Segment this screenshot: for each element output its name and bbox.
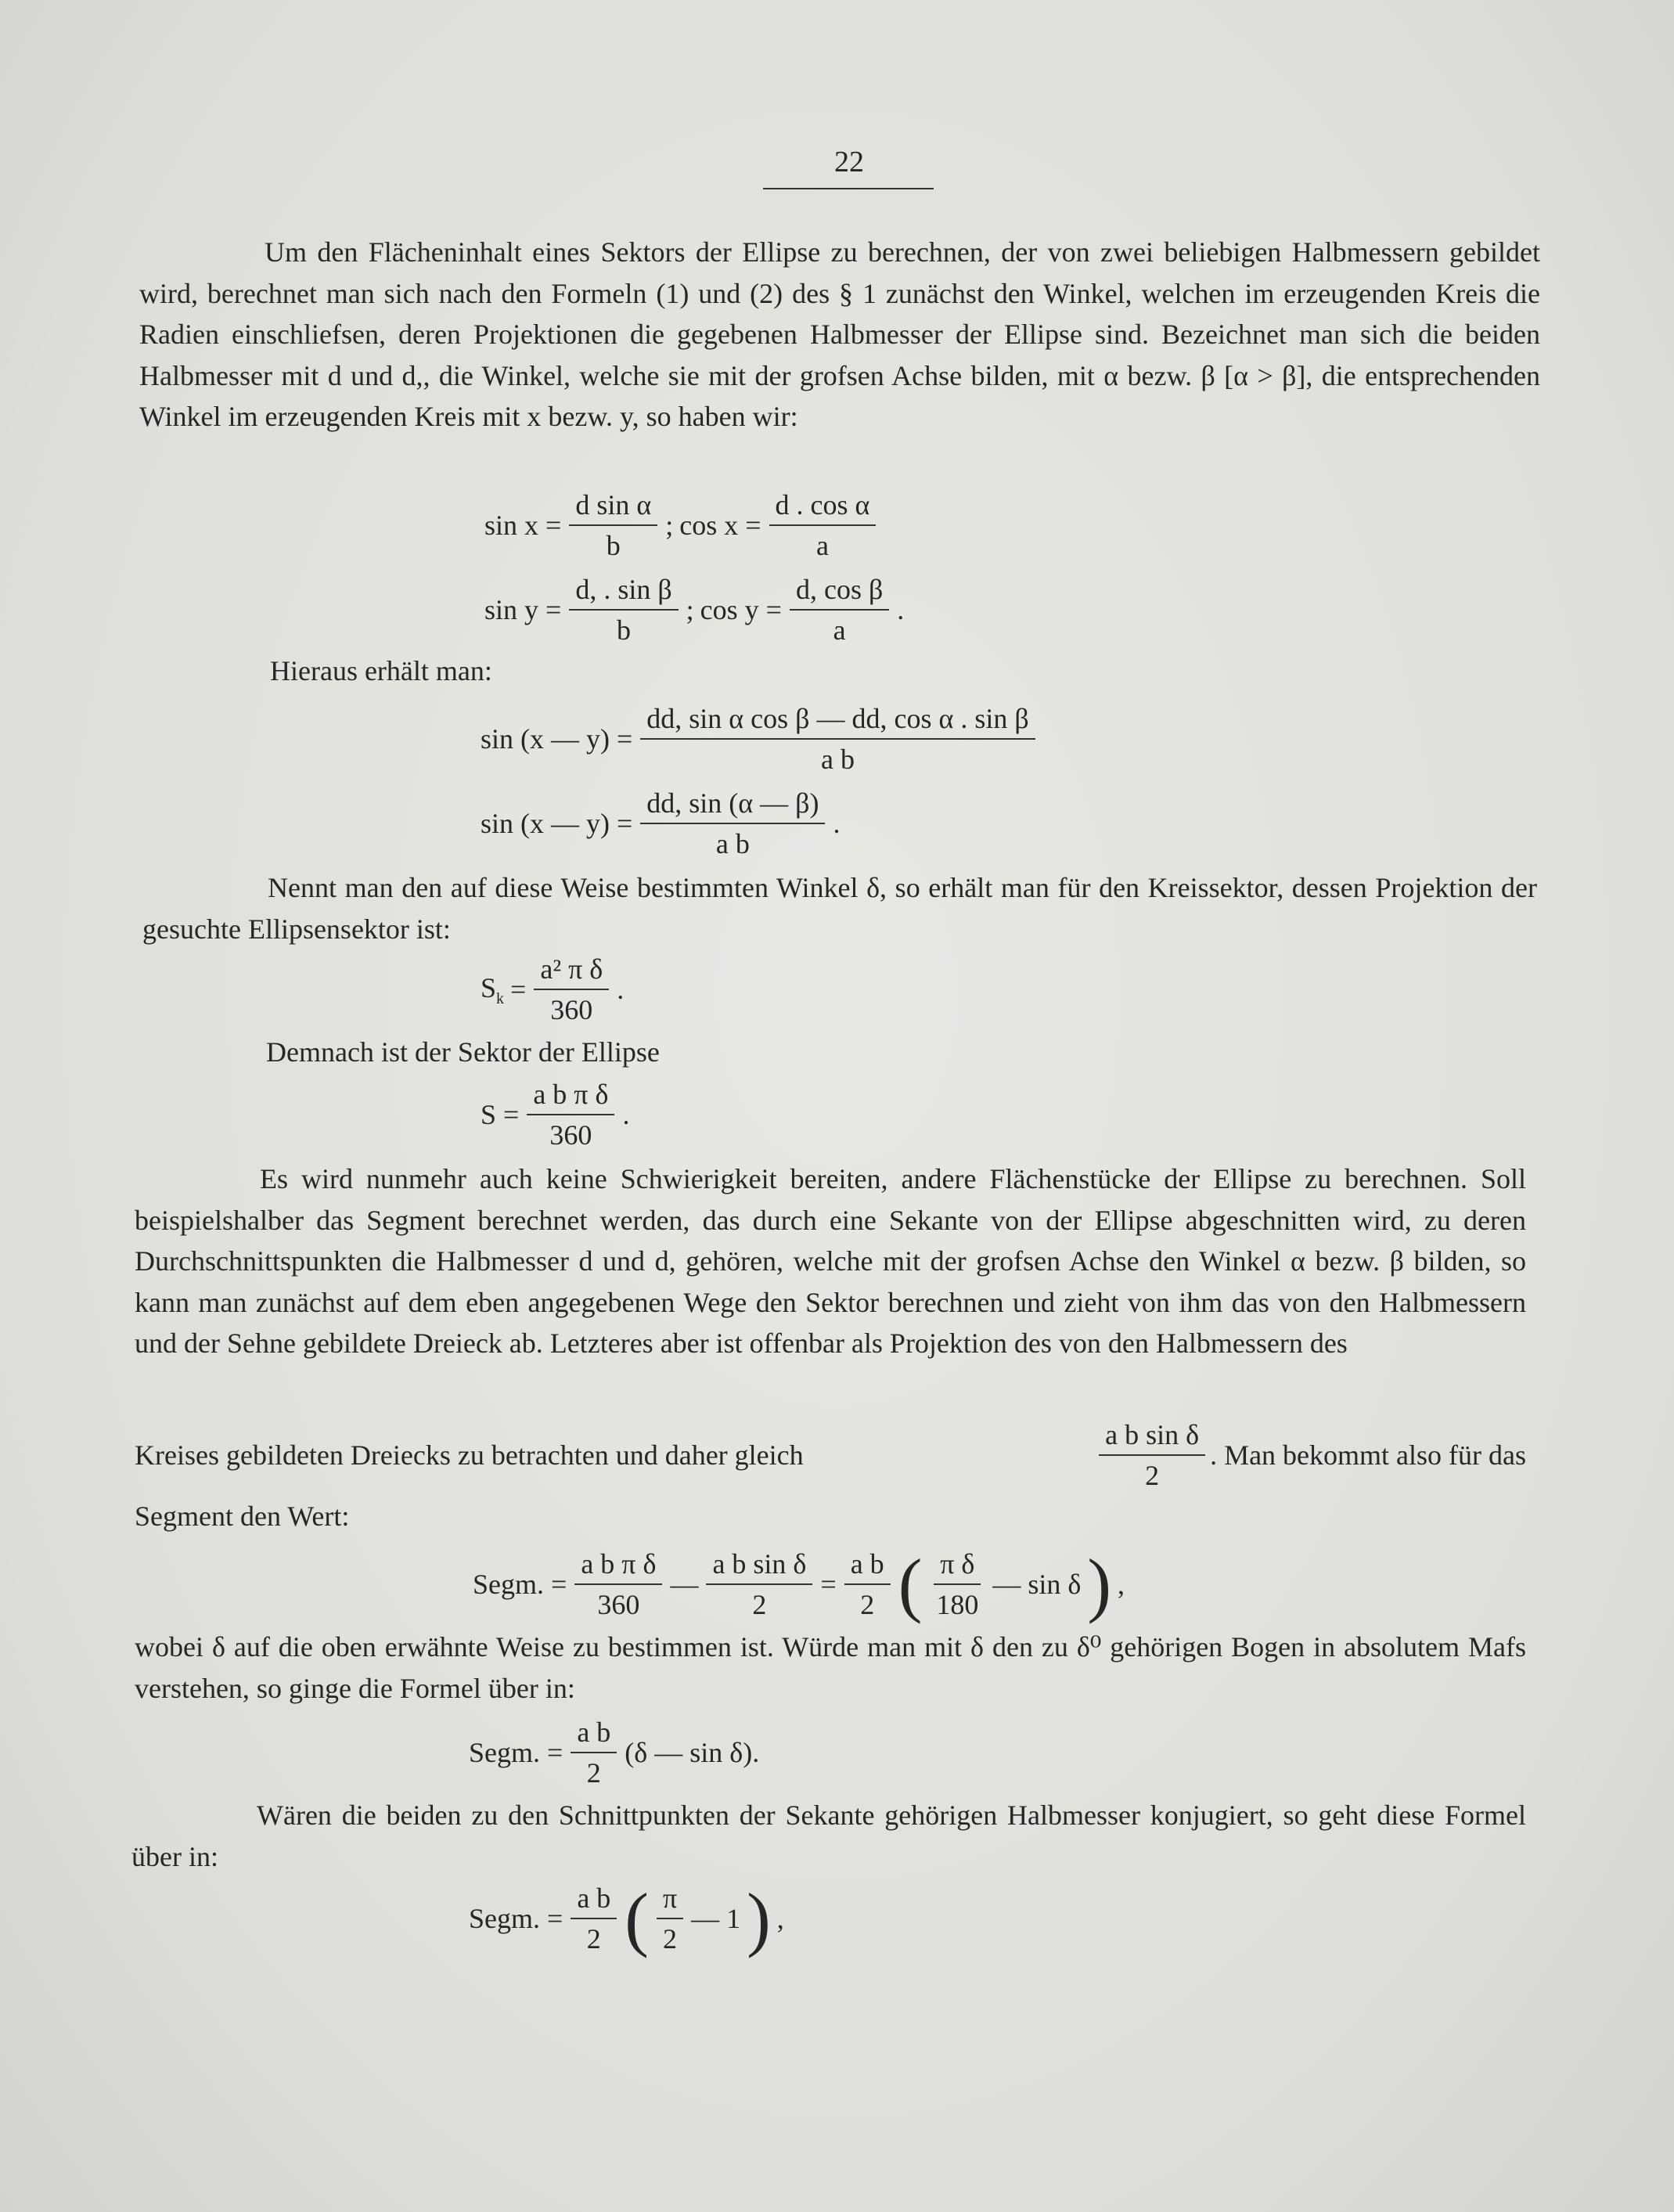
paragraph-4	[135, 1627, 1526, 1709]
eq4-lhs: sin (x — y) =	[481, 808, 633, 839]
eq1-den1: b	[606, 530, 621, 561]
eq5-lhs-symbol: S	[481, 971, 497, 1003]
eq7-lhs: Segm. =	[473, 1569, 567, 1600]
eq9-frac1	[571, 1880, 617, 1957]
eq8-lhs: Segm. =	[469, 1737, 563, 1768]
paragraph-1-text: Um den Flächeninhalt eines Sektors der Ellipse zu berechnen, der von zwei beliebigen Halbmessern gebildet wird, berechnet man sich nach den Formeln (1) und (2) des § 1 zunächst den Winkel, welchen im erzeugenden Kreis die Radien einschliefsen, deren Projektionen die gegebenen Halbmesser der Ellipse sind. Bezeichnet man sich die beiden Halbmesser mit d und d,, die Winkel, welche sie mit der grofsen Achse bilden, mit α bezw. β [α > β], die entsprechenden Winkel im erzeugenden Kreis mit x bezw. y, so haben wir:	[139, 236, 1540, 432]
equation-sin-x-minus-y-expanded	[477, 701, 1040, 777]
eq5-end: .	[617, 974, 625, 1005]
eq3-frac	[640, 701, 1035, 777]
eq7-frac3	[844, 1546, 891, 1623]
eq5-num: a² π δ	[534, 951, 609, 990]
eq2-end: .	[897, 594, 905, 625]
eq1-frac1	[569, 487, 657, 564]
demnach-line: Demnach ist der Sektor der Ellipse	[266, 1036, 660, 1068]
eq7-lpar: (	[898, 1544, 923, 1624]
eq7-eq: =	[820, 1569, 837, 1600]
eq1-num1: d sin α	[569, 487, 657, 526]
eq5-lhs-subscript: k	[496, 989, 505, 1007]
eq6-num: a b π δ	[527, 1076, 614, 1115]
eq2-den1: b	[616, 614, 631, 646]
eq3-den: a b	[820, 744, 855, 775]
segment-line: Segment den Wert:	[135, 1500, 350, 1532]
equation-circle-sector	[477, 951, 627, 1028]
eq9-den: 2	[586, 1923, 601, 1954]
eq5-lhs	[477, 971, 507, 1008]
paragraph-4-text: wobei δ auf die oben erwähnte Weise zu bestimmen ist. Würde man mit δ den zu δ⁰ gehörigen Bogen in absolutem Mafs verstehen, so ginge die Formel über in:	[135, 1631, 1526, 1704]
eq1-frac2	[769, 487, 877, 564]
equation-segment-absolute	[466, 1714, 762, 1791]
eq7-frac4	[930, 1546, 985, 1623]
eq7-frac2	[706, 1546, 812, 1623]
paragraph-3-last-line	[135, 1417, 1526, 1493]
paragraph-1	[139, 232, 1540, 438]
equation-sin-x-minus-y	[477, 785, 843, 862]
eq7-frac1	[574, 1546, 662, 1623]
eq9-num: a b	[571, 1880, 617, 1919]
eq2-frac1	[569, 571, 678, 648]
eq7-minus: —	[670, 1569, 699, 1600]
paragraph-3	[135, 1158, 1526, 1364]
eq5-frac	[534, 951, 609, 1028]
eq1-sep: ;	[665, 510, 674, 541]
eq8-num: a b	[571, 1714, 617, 1753]
eq9-n2: π	[657, 1880, 683, 1919]
eq2-sep: ;	[686, 594, 694, 625]
eq7-rpar: )	[1087, 1544, 1111, 1624]
eq9-rest: — 1	[691, 1903, 741, 1934]
eq2-num1: d, . sin β	[569, 571, 678, 611]
p3-before: Kreises gebildeten Dreiecks zu betrachten und daher gleich	[135, 1439, 804, 1471]
page-number: 22	[834, 146, 864, 178]
eq1-den2: a	[815, 530, 829, 561]
eq7-d1: 360	[597, 1589, 640, 1620]
eq7-n4: π δ	[934, 1546, 981, 1585]
eq7-minus2: — sin δ	[992, 1569, 1082, 1600]
eq2-den2: a	[833, 614, 846, 646]
eq7-d3: 2	[860, 1589, 875, 1620]
eq2-num2: d, cos β	[790, 571, 889, 611]
p3-inline-group	[1094, 1417, 1526, 1493]
eq7-end: ,	[1117, 1569, 1125, 1600]
eq8-rest: (δ — sin δ).	[625, 1737, 760, 1768]
paragraph-2-text: Nennt man den auf diese Weise bestimmten Winkel δ, so erhält man für den Kreissektor, dessen Projektion der gesuchte Ellipsensektor ist:	[142, 872, 1537, 945]
page-number-rule	[763, 188, 934, 189]
eq6-end: .	[622, 1099, 630, 1130]
eq2-lhs2: cos y =	[700, 594, 782, 625]
eq8-frac	[571, 1714, 617, 1791]
equation-sin-cos-x	[481, 487, 880, 564]
eq1-num2: d . cos α	[769, 487, 877, 526]
eq9-end: ,	[776, 1903, 784, 1934]
equation-segment	[470, 1546, 1128, 1623]
eq6-frac	[527, 1076, 614, 1153]
eq4-frac	[640, 785, 825, 862]
eq4-end: .	[833, 808, 841, 839]
eq9-d2: 2	[663, 1923, 678, 1954]
paragraph-3-text: Es wird nunmehr auch keine Schwierigkeit bereiten, andere Flächenstücke der Ellipse zu berechnen. Soll beispielshalber das Segment berechnet werden, das durch eine Sekante von der Ellipse abgeschnitten wird, zu deren Durchschnittspunkten die Halbmesser d und d, gehören, welche mit der grofsen Achse den Winkel α bezw. β bilden, so kann man zunächst auf dem eben angegebenen Wege den Sektor berechnen und zieht von ihm das von den Halbmessern und der Sehne gebildete Dreieck ab. Letzteres aber ist offenbar als Projektion des von den Halbmessern des	[135, 1163, 1526, 1359]
eq9-rpar: )	[747, 1879, 771, 1958]
eq3-lhs: sin (x — y) =	[481, 723, 633, 755]
eq1-lhs1: sin x =	[484, 510, 562, 541]
eq9-lhs: Segm. =	[469, 1903, 563, 1934]
eq9-frac2	[657, 1880, 683, 1957]
hieraus-line: Hieraus erhält man:	[270, 655, 492, 686]
equation-sin-cos-y	[481, 571, 907, 648]
eq7-d2: 2	[752, 1589, 767, 1620]
eq6-lhs: S =	[481, 1099, 520, 1130]
eq1-lhs2: cos x =	[679, 510, 761, 541]
p3-den: 2	[1145, 1460, 1160, 1491]
equation-ellipse-sector	[477, 1076, 632, 1153]
equation-segment-conjugate	[466, 1880, 787, 1957]
eq5-den: 360	[550, 994, 593, 1025]
paragraph-5	[131, 1795, 1526, 1877]
eq9-lpar: (	[625, 1879, 649, 1958]
eq4-den: a b	[715, 828, 750, 859]
eq7-d4: 180	[936, 1589, 979, 1620]
eq6-den: 360	[549, 1119, 592, 1151]
paragraph-5-text: Wären die beiden zu den Schnittpunkten der Sekante gehörigen Halbmesser konjugiert, so geht diese Formel über in:	[131, 1800, 1526, 1872]
eq2-lhs1: sin y =	[484, 594, 562, 625]
eq3-num: dd, sin α cos β — dd, cos α . sin β	[640, 701, 1035, 740]
eq8-den: 2	[586, 1757, 601, 1789]
eq4-num: dd, sin (α — β)	[640, 785, 825, 824]
paragraph-2	[142, 867, 1537, 949]
eq2-frac2	[790, 571, 889, 648]
eq7-n1: a b π δ	[574, 1546, 662, 1585]
eq7-n2: a b sin δ	[706, 1546, 812, 1585]
p3-num: a b sin δ	[1099, 1417, 1205, 1456]
p3-after: . Man bekommt also für das	[1210, 1439, 1526, 1471]
eq7-n3: a b	[844, 1546, 891, 1585]
p3-frac	[1099, 1417, 1205, 1493]
eq5-eq: =	[510, 974, 527, 1005]
